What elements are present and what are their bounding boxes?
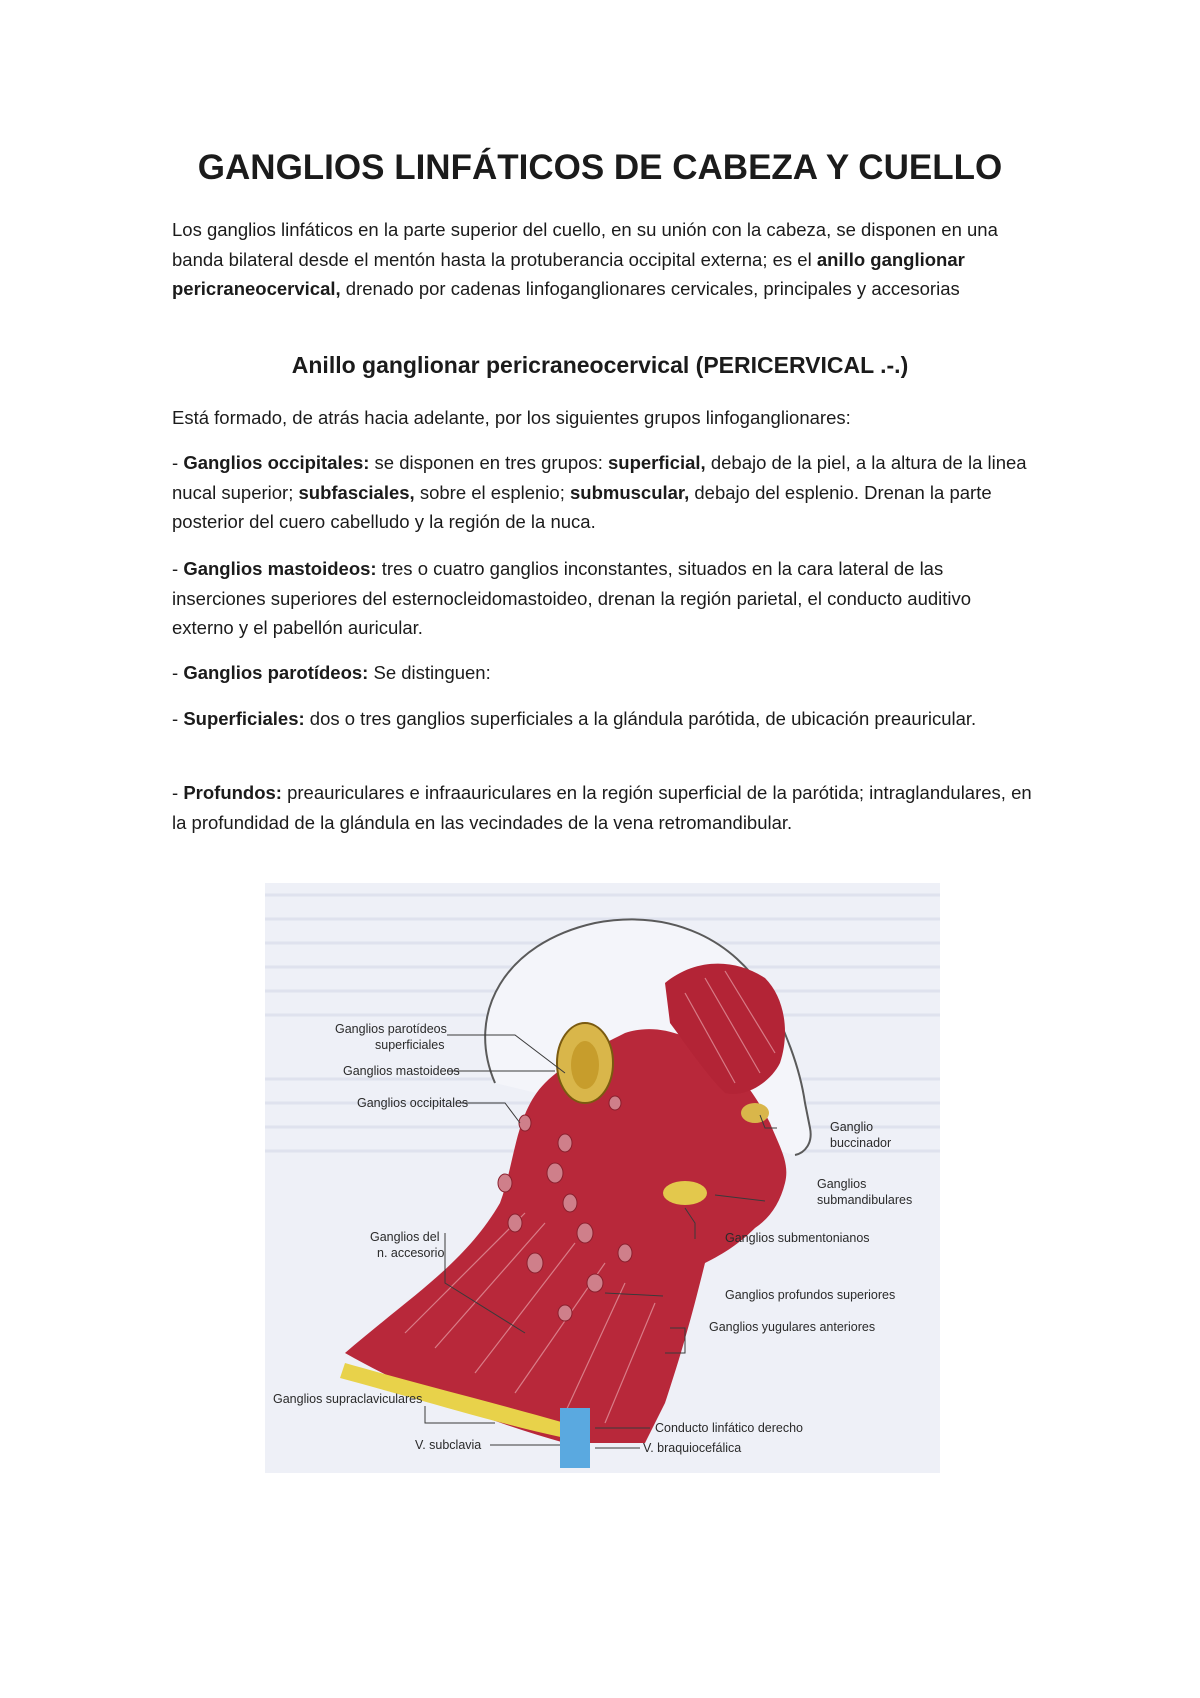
profundos-paragraph: [172, 778, 1037, 837]
superficiales-label: Superficiales:: [183, 708, 305, 729]
intro-text-1: Los ganglios linfáticos en la parte superior del cuello, en su unión con la cabeza, se disponen en una banda bilateral desde el mentón hasta la protuberancia occipital externa; es el: [172, 219, 998, 270]
profundos-dash: -: [172, 782, 184, 803]
label-mastoideos: Ganglios mastoideos: [343, 1064, 460, 1078]
mastoideos-paragraph: [172, 554, 1037, 643]
mastoideos-dash: -: [172, 558, 184, 579]
document-title: GANGLIOS LINFÁTICOS DE CABEZA Y CUELLO: [197, 148, 1003, 187]
label-occipitales: Ganglios occipitales: [357, 1096, 469, 1110]
mastoideos-text: tres o cuatro ganglios inconstantes, situados en la cara lateral de las inserciones superiores del esternocleidomastoideo, drenan la región parietal, el conducto auditivo externo y el pabellón auricular.: [172, 558, 972, 638]
intro-bold-term: anillo ganglionar pericraneocervical,: [172, 248, 965, 299]
occipitales-bold-1: superficial,: [608, 452, 706, 473]
label-supraclaviculares: Ganglios supraclaviculares: [273, 1392, 423, 1406]
superficiales-text: dos o tres ganglios superficiales a la glándula parótida, de ubicación preauricular.: [304, 708, 977, 729]
parotideos-text: Se distinguen:: [368, 662, 491, 683]
label-yugulares-anteriores: Ganglios yugulares anteriores: [709, 1320, 876, 1334]
occipitales-bold-3: submuscular,: [569, 481, 690, 503]
occipitales-text-3: sobre el esplenio;: [414, 481, 570, 503]
lead-paragraph: Está formado, de atrás hacia adelante, por los siguientes grupos linfoganglionares:: [172, 407, 851, 428]
label-submandibulares-2: submandibulares: [817, 1193, 913, 1207]
label-parotideos-2: superficiales: [375, 1038, 445, 1052]
label-accesorio-2: n. accesorio: [377, 1246, 445, 1260]
label-conducto: Conducto linfático derecho: [655, 1421, 804, 1435]
parotideos-dash: -: [172, 662, 184, 683]
superficiales-paragraph: [172, 704, 1037, 734]
label-parotideos-1: Ganglios parotídeos: [335, 1022, 447, 1036]
occipitales-paragraph: [172, 448, 1037, 537]
label-buccinador-1: Ganglio: [830, 1120, 874, 1134]
occipitales-bold-2: subfasciales,: [298, 481, 415, 503]
lips: [741, 1103, 769, 1123]
label-subclavia: V. subclavia: [415, 1438, 482, 1452]
superficiales-dash: -: [172, 708, 184, 729]
head-neck-illustration: [265, 883, 940, 1473]
intro-text-2: drenado por cadenas linfoganglionares cervicales, principales y accesorias: [340, 278, 960, 299]
occipitales-dash: -: [172, 452, 184, 473]
submandibular-gland: [663, 1181, 707, 1205]
section-subtitle: Anillo ganglionar pericraneocervical (PERICERVICAL .-.): [291, 352, 909, 378]
intro-paragraph: [172, 215, 1037, 304]
mastoideos-label: Ganglios mastoideos:: [183, 558, 377, 579]
parotideos-paragraph: [172, 658, 1037, 688]
occipitales-text-2: debajo de la piel, a la altura de la linea nucal superior;: [172, 452, 1027, 503]
label-submentonianos: Ganglios submentonianos: [725, 1231, 870, 1245]
label-buccinador-2: buccinador: [830, 1136, 892, 1150]
label-profundos-superiores: Ganglios profundos superiores: [725, 1288, 896, 1302]
occipitales-text-4: debajo del esplenio. Drenan la parte posterior del cuero cabelludo y la región de la nuca.: [172, 481, 992, 532]
occipitales-text-1: se disponen en tres grupos:: [369, 452, 608, 473]
label-submandibulares-1: Ganglios: [817, 1177, 867, 1191]
vein: [560, 1408, 590, 1468]
occipitales-label: Ganglios occipitales:: [183, 452, 370, 473]
label-braquiocefalica: V. braquiocefálica: [643, 1441, 742, 1455]
label-accesorio-1: Ganglios del: [370, 1230, 440, 1244]
anatomy-figure: [265, 883, 940, 1473]
profundos-text: preauriculares e infraauriculares en la región superficial de la parótida; intraglandulares, en la profundidad de la glándula en las vecindades de la vena retromandibular.: [172, 782, 1032, 833]
parotideos-label: Ganglios parotídeos:: [183, 662, 369, 683]
profundos-label: Profundos:: [183, 782, 282, 803]
